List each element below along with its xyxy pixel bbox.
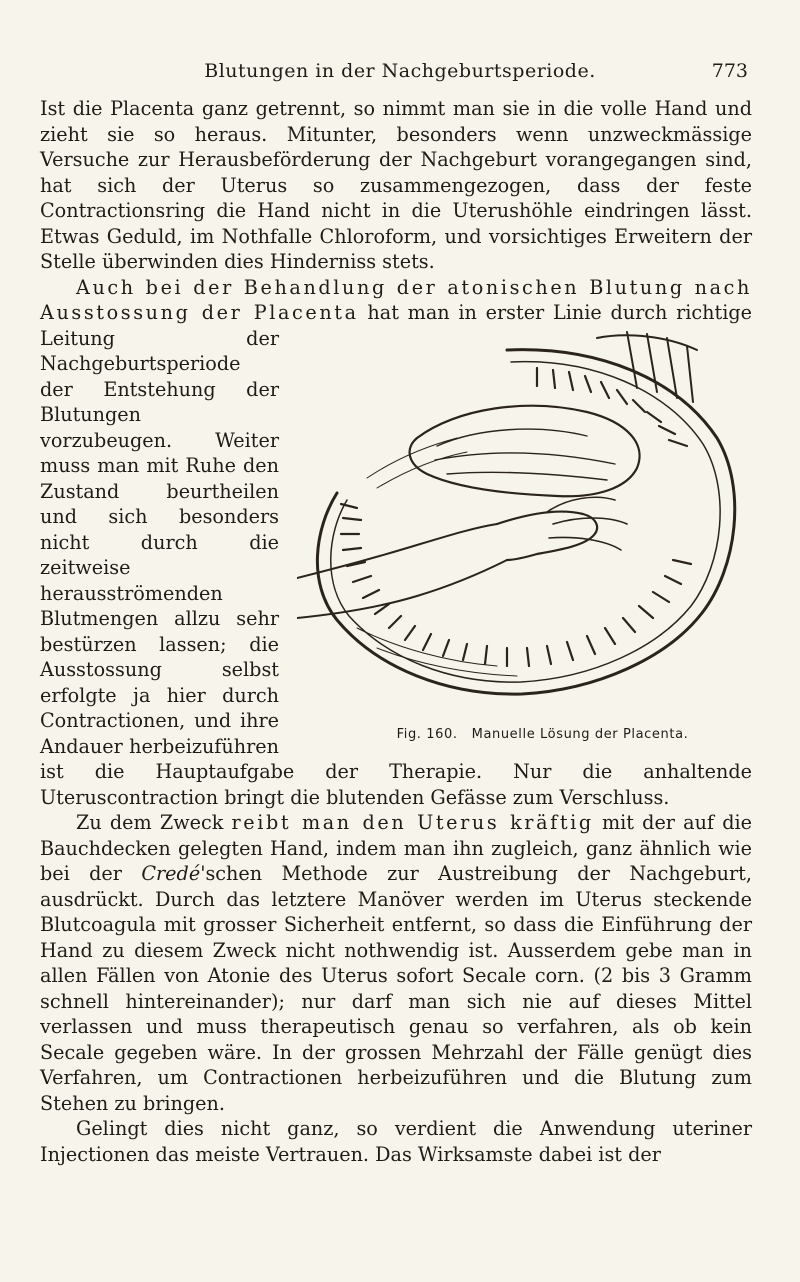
running-header xyxy=(0,60,800,90)
paragraph-3-part-c: 'schen Methode zur Austreibung der Nachgeburt, ausdrückt. Durch das letztere Manöver werden im Uterus steckende Blutcoagula mit grosser Sicherheit entfernt, so dass die Einführung der Hand zu diesem Zweck nicht nothwendig ist. Ausserdem gebe man in allen Fällen von Atonie des Uterus sofort Secale corn. (2 bis 3 Gramm schnell hintereinander); nur darf man sich nie auf dieses Mittel verlassen und muss therapeutisch genau so verfahren, als ob kein Secale gegeben wäre. In der grossen Mehrzahl der Fälle genügt dies Verfahren, um Contractionen herbeizuführen und die Blutung zum Stehen zu bringen. xyxy=(40,862,752,1115)
paragraph-4: Gelingt dies nicht ganz, so verdient die Anwendung uteriner Injectionen das meiste Vertrauen. Das Wirksamste dabei ist der xyxy=(40,1117,752,1166)
paragraph-3-part-b: mit der auf die Bauchdecken gelegten Hand, indem man ihn zugleich, ganz ähnlich wie bei der xyxy=(40,811,752,885)
paragraph-3-part-a: Zu dem Zweck xyxy=(76,811,232,834)
paragraph-2 xyxy=(40,275,752,811)
author-name: Credé xyxy=(141,862,201,885)
emphasized-phrase: reibt man den Uterus kräftig xyxy=(231,811,594,834)
paragraph-1: Ist die Placenta ganz getrennt, so nimmt man sie in die volle Hand und zieht sie so heraus. Mitunter, besonders wenn unzweckmässige Versuche zur Herausbeförderung der Nachgeburt vorangegangen sind, hat sich der Uterus so zusammengezogen, dass der feste Contractionsring die Hand nicht in die Uterushöhle eindringen lässt. Etwas Geduld, im Nothfalle Chloroform, und vorsichtiges Erweitern der Stelle überwinden dies Hinderniss stets. xyxy=(40,97,752,273)
figure-label: Fig. 160. xyxy=(396,727,458,742)
figure-160 xyxy=(297,328,752,748)
page-number: 773 xyxy=(711,60,748,82)
paragraph-3 xyxy=(40,810,752,1116)
body-text xyxy=(40,96,752,1167)
figure-caption-text: Manuelle Lösung der Placenta. xyxy=(471,727,689,742)
figure-caption xyxy=(297,722,752,748)
emphasized-heading: Auch bei der Behandlung der atonischen Blutung nach Ausstossung der Placenta xyxy=(40,275,752,324)
placenta-removal-illustration xyxy=(297,328,752,728)
paragraph-2-text: hat man in erster Linie durch richtige Leitung der Nachgeburtsperiode der Entstehung der Blutungen vorzubeugen. Weiter muss man mit Ruhe den Zustand beurtheilen und sich besonders nicht durch die zeitweise herausströmenden Blutmengen allzu sehr bestürzen lassen; die Ausstossung selbst erfolgte ja hier durch Contractionen, und ihre Andauer herbeizuführen ist die Hauptaufgabe der Therapie. Nur die anhaltende Uteruscontraction bringt die blutenden Gefässe zum Verschluss. xyxy=(40,301,752,809)
running-title: Blutungen in der Nachgeburtsperiode. xyxy=(204,60,596,82)
